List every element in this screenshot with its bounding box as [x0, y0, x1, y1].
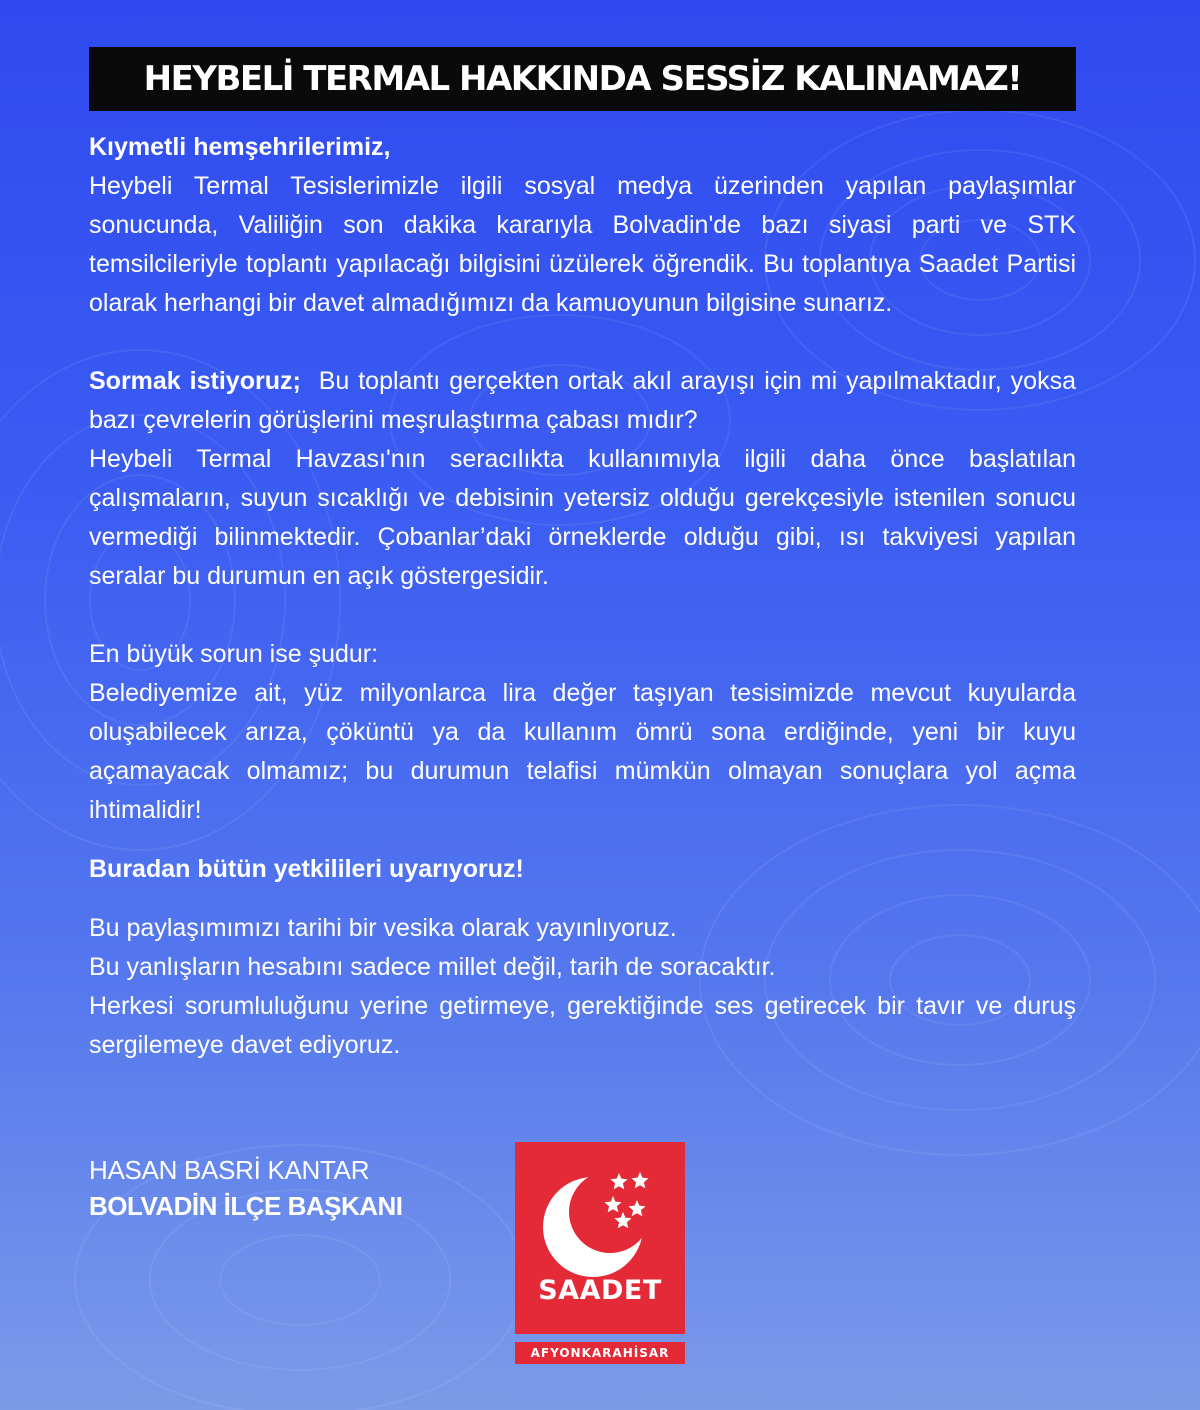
paragraph-question — [89, 362, 1076, 596]
closing-line-3: Herkesi sorumluluğunu yerine getirmeye, gerektiğinde ses getirecek bir tavır ve duruş sergilemeye davet ediyoruz. — [89, 992, 1076, 1059]
problem-text: Belediyemize ait, yüz milyonlarca lira değer taşıyan tesisimizde mevcut kuyularda oluşabilecek arıza, çöküntü ya da kullanım ömrü sona erdiğinde, yeni bir kuyu açamayacak olmamız; bu durumun telafisi mümkün olmayan sonuçlara yol açma ihtimalidir! — [89, 679, 1076, 824]
crescent-stars-icon — [515, 1142, 685, 1282]
signature-block — [89, 1152, 403, 1224]
question-lead: Sormak istiyoruz; — [89, 367, 301, 395]
paragraph-problem — [89, 635, 1076, 830]
closing-line-1: Bu paylaşımımızı tarihi bir vesika olarak yayınlıyoruz. — [89, 914, 677, 942]
headline-banner — [89, 47, 1076, 111]
question-line — [89, 362, 1076, 440]
saadet-party-logo — [515, 1142, 685, 1364]
warning-line: Buradan bütün yetkilileri uyarıyoruz! — [89, 855, 524, 883]
paragraph-intro — [89, 128, 1076, 323]
logo-wordmark: SAADET — [538, 1275, 662, 1306]
intro-text: Heybeli Termal Tesislerimizle ilgili sosyal medya üzerinden yapılan paylaşımlar sonucunda, Valiliğin son dakika kararıyla Bolvadin'de bazı siyasi parti ve STK temsilcileriyle toplantı yapılacağı bilgisini üzülerek öğrendik. Bu toplantıya Saadet Partisi olarak herhangi bir davet almadığımızı da kamuoyunun bilgisine sunarız. — [89, 172, 1076, 317]
closing-line-2: Bu yanlışların hesabını sadece millet değil, tarih de soracaktır. — [89, 953, 776, 981]
headline-title: HEYBELİ TERMAL HAKKINDA SESSİZ KALINAMAZ! — [143, 59, 1022, 99]
signatory-name: HASAN BASRİ KANTAR — [89, 1155, 370, 1185]
statement-body — [89, 128, 1076, 1065]
signatory-title: BOLVADİN İLÇE BAŞKANI — [89, 1191, 403, 1221]
greenhouse-text: Heybeli Termal Havzası'nın seracılıkta kullanımıyla ilgili daha önce başlatılan çalışmaların, suyun sıcaklığı ve debisinin yetersiz olduğu gerekçesiyle istenilen sonucu vermediği bilinmektedir. Çobanlar’daki örneklerde olduğu gibi, ısı takviyesi yapılan seralar bu durumun en açık göstergesidir. — [89, 445, 1076, 590]
problem-lead: En büyük sorun ise şudur: — [89, 640, 379, 668]
logo-red-box — [515, 1142, 685, 1334]
logo-region-label: AFYONKARAHİSAR — [515, 1342, 685, 1364]
greeting: Kıymetli hemşehrilerimiz, — [89, 133, 391, 161]
paragraph-closing — [89, 909, 1076, 1065]
question-text: Bu toplantı gerçekten ortak akıl arayışı için mi yapılmaktadır, yoksa bazı çevrelerin görüşlerini meşrulaştırma çabası mıdır? — [89, 367, 1076, 434]
